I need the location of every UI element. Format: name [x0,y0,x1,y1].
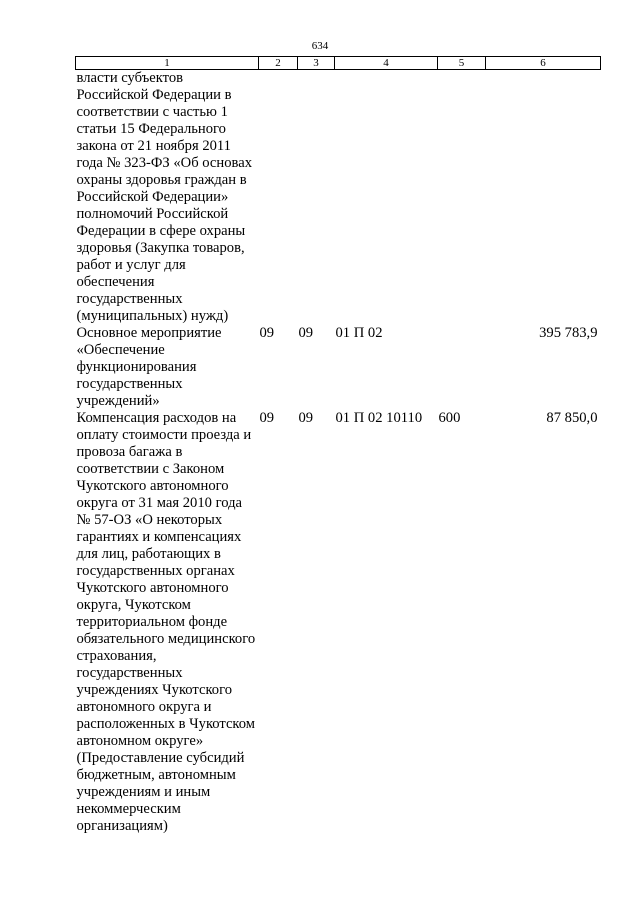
row-csr-cell: 01 П 02 [335,325,383,341]
row-vr-cell [438,325,486,410]
table-row [76,325,601,410]
row-pr-cell: 09 [298,410,314,426]
column-header-2: 2 [259,57,298,70]
budget-table [75,56,601,835]
table-header [76,57,601,70]
column-header-3: 3 [298,57,335,70]
page-number: 634 [311,40,329,52]
table-row [76,70,601,326]
row-name-cell: Компенсация расходов на оплату стоимости проезда и провоза багажа в соответствии с Законом Чукотского автономного округа от 31 мая 2010 года № 57-ОЗ «О некоторых гарантиях и компенсациях для лиц, работающих в государственных органах Чукотского автономного округа, Чукотском территориальном фонде обязательного медицинского страхования, государственных учреждениях Чукотского автономного округа и расположенных в Чукотском автономном округе» (Предоставление субсидий бюджетным, автономным учреждениям и иным некоммерческим организациям) [76,410,256,834]
row-amount-cell [486,70,601,326]
row-pr-cell [298,70,335,326]
row-amount-cell: 395 783,9 [539,325,598,341]
column-number-row [76,57,601,70]
column-header-5: 5 [438,57,486,70]
row-name-cell: Основное мероприятие «Обеспечение функционирования государственных учреждений» [76,325,222,409]
table-row [76,410,601,835]
row-pr-cell: 09 [298,325,314,341]
row-rz-cell: 09 [259,325,275,341]
column-header-4: 4 [335,57,438,70]
row-vr-cell: 600 [438,410,461,426]
column-header-6: 6 [486,57,601,70]
column-header-1: 1 [76,57,259,70]
row-csr-cell: 01 П 02 10110 [335,410,423,426]
row-name-cell: власти субъектов Российской Федерации в соответствии с частью 1 статьи 15 Федерального закона от 21 ноября 2011 года № 323-ФЗ «Об основах охраны здоровья граждан в Российской Федерации» полномочий Российской Федерации в сфере охраны здоровья (Закупка товаров, работ и услуг для обеспечения государственных (муниципальных) нужд) [76,70,252,324]
row-amount-cell: 87 850,0 [546,410,598,426]
row-csr-cell [335,70,438,326]
row-rz-cell [259,70,298,326]
table-body [76,70,601,836]
row-rz-cell: 09 [259,410,275,426]
row-vr-cell [438,70,486,326]
